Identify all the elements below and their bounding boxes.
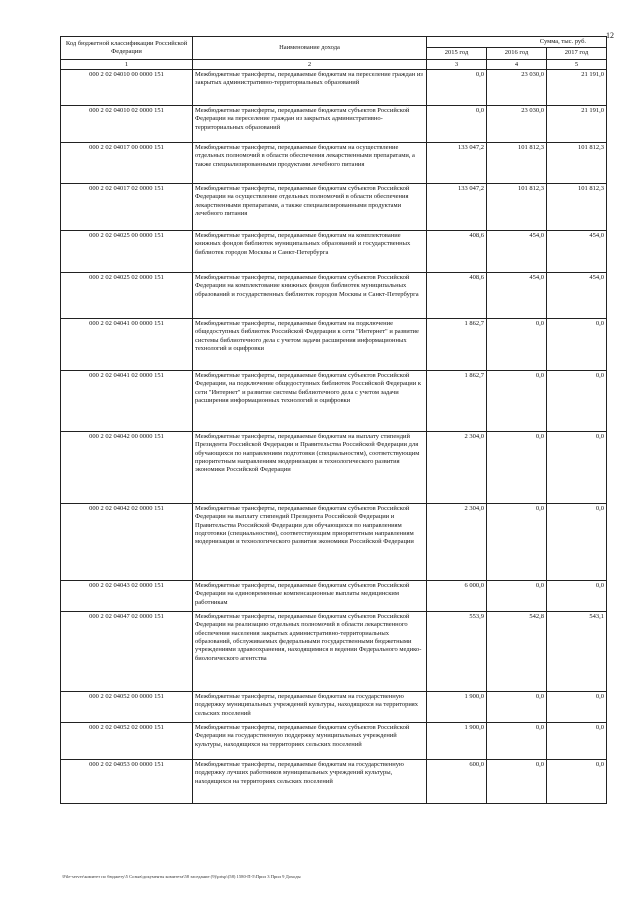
table-row [61,318,607,370]
column-number: 1 [61,59,193,69]
row-value-2016: 0,0 [487,503,547,580]
row-value-2017: 454,0 [547,272,607,318]
row-name: Межбюджетные трансферты, передаваемые бюджетам на выплату стипендий Президента Российской Федерации и Правительства Российской Федерации для обучающихся по направлениям подготовки (специальностям), соответствующим приоритетным направлениям модернизации и технологического развития экономики Российской Федерации [193,431,427,503]
page-number: 12 [606,31,614,40]
row-code: 000 2 02 04053 00 0000 151 [61,759,193,803]
table-row [61,722,607,759]
column-number: 4 [487,59,547,69]
row-code: 000 2 02 04010 02 0000 151 [61,105,193,142]
row-value-2015: 0,0 [427,105,487,142]
table-row [61,759,607,803]
row-value-2015: 133 047,2 [427,142,487,183]
row-value-2015: 1 862,7 [427,370,487,431]
table-row [61,580,607,611]
row-value-2016: 454,0 [487,230,547,272]
row-value-2016: 542,8 [487,611,547,691]
row-value-2015: 1 900,0 [427,691,487,722]
row-value-2017: 454,0 [547,230,607,272]
row-code: 000 2 02 04042 02 0000 151 [61,503,193,580]
row-code: 000 2 02 04043 02 0000 151 [61,580,193,611]
table-row [61,431,607,503]
row-value-2015: 0,0 [427,69,487,105]
row-value-2017: 0,0 [547,431,607,503]
row-value-2016: 0,0 [487,318,547,370]
row-value-2015: 553,9 [427,611,487,691]
row-code: 000 2 02 04010 00 0000 151 [61,69,193,105]
row-value-2017: 101 812,3 [547,142,607,183]
row-name: Межбюджетные трансферты, передаваемые бюджетам субъектов Российской Федерации, на подключение общедоступных библиотек Российской Федерации к сети "Интернет" и развитие системы библиотечного дела с учетом задачи расширения информационных технологий и оцифровки [193,370,427,431]
row-value-2017: 543,1 [547,611,607,691]
row-value-2017: 0,0 [547,503,607,580]
row-value-2017: 0,0 [547,318,607,370]
row-name: Межбюджетные трансферты, передаваемые бюджетам субъектов Российской Федерации на государственную поддержку муниципальных учреждений культуры, находящихся на территориях сельских поселений [193,722,427,759]
row-value-2017: 21 191,0 [547,69,607,105]
row-value-2016: 23 030,0 [487,105,547,142]
row-value-2016: 23 030,0 [487,69,547,105]
file-path-footer: \File-server\комитет по бюджету\5 Созыв\документы комитета\58 заседание (9)\prtsp\(58) 1580-П-5\Прил 3 Прил 9 Доходы [62,874,301,879]
header-name: Наименование дохода [193,37,427,60]
row-value-2015: 600,0 [427,759,487,803]
row-value-2016: 0,0 [487,431,547,503]
row-code: 000 2 02 04017 02 0000 151 [61,183,193,230]
row-value-2016: 101 812,3 [487,183,547,230]
header-year: 2016 год [487,48,547,59]
row-value-2016: 454,0 [487,272,547,318]
table-row [61,69,607,105]
table-row [61,230,607,272]
row-name: Межбюджетные трансферты, передаваемые бюджетам на государственную поддержку муниципальных учреждений культуры, находящихся на территориях сельских поселений [193,691,427,722]
row-name: Межбюджетные трансферты, передаваемые бюджетам на переселение граждан из закрытых административно-территориальных образований [193,69,427,105]
row-name: Межбюджетные трансферты, передаваемые бюджетам субъектов Российской Федерации на реализацию отдельных полномочий в области лекарственного обеспечения населения закрытых административно-территориальных образований, обслуживаемых федеральными государственными бюджетными учреждениями здравоохранения, находящимися в ведении Федерального медико-биологического агентства [193,611,427,691]
row-value-2017: 0,0 [547,759,607,803]
table-row [61,183,607,230]
row-code: 000 2 02 04017 00 0000 151 [61,142,193,183]
table-row [61,142,607,183]
row-name: Межбюджетные трансферты, передаваемые бюджетам субъектов Российской Федерации на осуществление отдельных полномочий в области обеспечения лекарственными препаратами, а также специализированными продуктами лечебного питания [193,183,427,230]
row-value-2017: 0,0 [547,580,607,611]
row-value-2016: 0,0 [487,580,547,611]
row-name: Межбюджетные трансферты, передаваемые бюджетам субъектов Российской Федерации на выплату стипендий Президента Российской Федерации и Правительства Российской Федерации для обучающихся по направлениям подготовки (специальностям), соответствующим приоритетным направлениям модернизации и технологического развития экономики Российской Федерации [193,503,427,580]
column-number-row [61,59,607,69]
row-code: 000 2 02 04042 00 0000 151 [61,431,193,503]
row-code: 000 2 02 04025 00 0000 151 [61,230,193,272]
row-name: Межбюджетные трансферты, передаваемые бюджетам на подключение общедоступных библиотек Российской Федерации к сети "Интернет" и развитие системы библиотечного дела с учетом задачи расширения информационных технологий и оцифровки [193,318,427,370]
row-value-2015: 1 900,0 [427,722,487,759]
row-value-2015: 2 304,0 [427,431,487,503]
row-value-2015: 1 862,7 [427,318,487,370]
row-code: 000 2 02 04052 00 0000 151 [61,691,193,722]
row-value-2016: 0,0 [487,722,547,759]
row-name: Межбюджетные трансферты, передаваемые бюджетам субъектов Российской Федерации на единовременные компенсационные выплаты медицинским работникам [193,580,427,611]
row-value-2015: 2 304,0 [427,503,487,580]
header-sum: Сумма, тыс. руб. [427,37,607,48]
table-row [61,503,607,580]
row-code: 000 2 02 04041 02 0000 151 [61,370,193,431]
row-value-2016: 0,0 [487,691,547,722]
row-value-2015: 133 047,2 [427,183,487,230]
row-name: Межбюджетные трансферты, передаваемые бюджетам субъектов Российской Федерации на комплектование книжных фондов библиотек муниципальных образований и государственных библиотек городов Москвы и Санкт-Петербурга [193,272,427,318]
row-value-2015: 408,6 [427,272,487,318]
table-row [61,370,607,431]
header-year: 2015 год [427,48,487,59]
row-value-2015: 6 000,0 [427,580,487,611]
row-value-2016: 101 812,3 [487,142,547,183]
row-code: 000 2 02 04047 02 0000 151 [61,611,193,691]
column-number: 5 [547,59,607,69]
header-code: Код бюджетной классификации Российской Федерации [61,37,193,60]
row-name: Межбюджетные трансферты, передаваемые бюджетам субъектов Российской Федерации на переселение граждан из закрытых административно-территориальных образований [193,105,427,142]
table-row [61,272,607,318]
row-code: 000 2 02 04052 02 0000 151 [61,722,193,759]
table-row [61,611,607,691]
row-name: Межбюджетные трансферты, передаваемые бюджетам на осуществление отдельных полномочий в области обеспечения лекарственными препаратами, а также специализированными продуктами лечебного питания [193,142,427,183]
column-number: 3 [427,59,487,69]
table-row [61,105,607,142]
column-number: 2 [193,59,427,69]
row-value-2017: 21 191,0 [547,105,607,142]
table-row [61,691,607,722]
revenue-table [60,36,607,804]
row-name: Межбюджетные трансферты, передаваемые бюджетам на комплектование книжных фондов библиотек муниципальных образований и государственных библиотек городов Москвы и Санкт-Петербурга [193,230,427,272]
row-code: 000 2 02 04025 02 0000 151 [61,272,193,318]
row-value-2016: 0,0 [487,370,547,431]
row-value-2017: 0,0 [547,691,607,722]
header-year: 2017 год [547,48,607,59]
row-value-2017: 0,0 [547,722,607,759]
row-code: 000 2 02 04041 00 0000 151 [61,318,193,370]
row-name: Межбюджетные трансферты, передаваемые бюджетам на государственную поддержку лучших работников муниципальных учреждений культуры, находящихся на территориях сельских поселений [193,759,427,803]
row-value-2016: 0,0 [487,759,547,803]
row-value-2017: 0,0 [547,370,607,431]
row-value-2017: 101 812,3 [547,183,607,230]
row-value-2015: 408,6 [427,230,487,272]
